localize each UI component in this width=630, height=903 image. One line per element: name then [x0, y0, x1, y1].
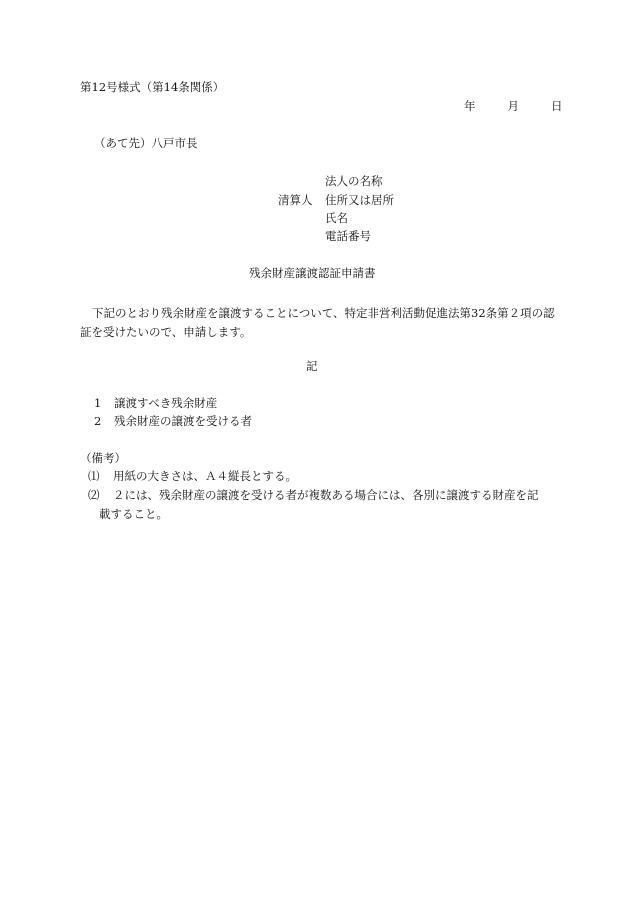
corporation-name-field: 法人の名称: [325, 174, 383, 188]
date-year-label: 年: [464, 99, 476, 113]
item-number: 2: [94, 414, 102, 428]
phone-number-field: 電話番号: [325, 229, 371, 243]
date-row: [464, 101, 563, 113]
address-field: 住所又は居所: [325, 193, 394, 207]
document-title: 残余財産譲渡認証申請書: [249, 266, 376, 280]
form-number: 第12号様式（第14条関係）: [80, 80, 225, 94]
addressee: （あて先）八戸市長: [94, 136, 198, 150]
note-number: ⑵: [88, 488, 100, 502]
note-text: ２には、残余財産の譲渡を受ける者が複数ある場合には、各別に譲渡する財産を記: [113, 488, 539, 502]
note-item: [88, 490, 539, 502]
applicant-label: 清算人: [278, 193, 313, 207]
body-text: 下記のとおり残余財産を譲渡することについて、特定非営利活動促進法第32条第２項の認証を受けたいので、申請します。: [80, 306, 555, 339]
note-number: ⑴: [88, 469, 100, 483]
note-continuation: 載すること。: [99, 507, 168, 521]
item-text: 譲渡すべき残余財産: [114, 396, 218, 410]
note-item: [88, 471, 297, 483]
ki-heading: 記: [306, 359, 318, 373]
item-text: 残余財産の譲渡を受ける者: [114, 414, 252, 428]
item-number: 1: [94, 396, 102, 410]
date-month-label: 月: [507, 99, 519, 113]
name-field: 氏名: [325, 211, 348, 225]
date-day-label: 日: [551, 99, 563, 113]
note-text: 用紙の大きさは、Ａ４縦長とする。: [113, 469, 297, 483]
list-item: [94, 398, 217, 410]
list-item: [94, 416, 252, 428]
notes-heading: （備考）: [80, 451, 126, 465]
